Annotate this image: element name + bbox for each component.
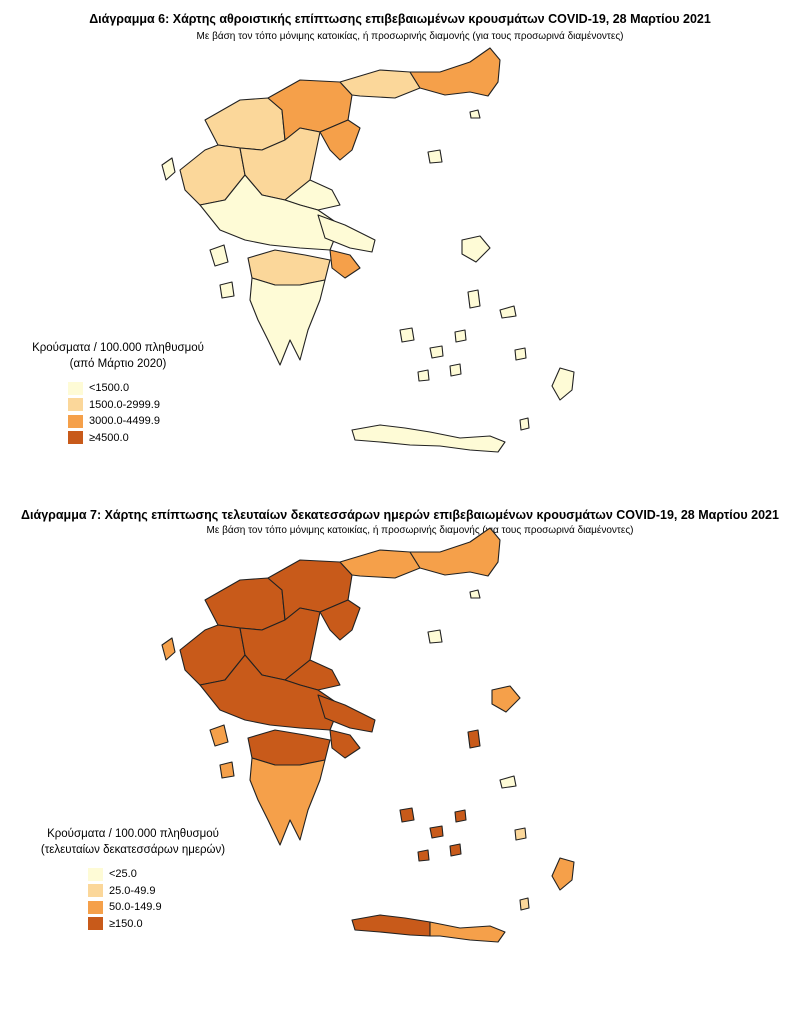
region-crete-east — [430, 922, 505, 942]
region-corfu — [162, 158, 175, 180]
legend — [18, 826, 248, 932]
region-samos — [500, 776, 516, 788]
legend-label: ≥150.0 — [109, 917, 143, 930]
legend-item — [68, 413, 218, 430]
map-subtitle: Με βάση τον τόπο μόνιμης κατοικίας, ή προσωρινής διαμονής (για τους προσωρινά διαμένοντες) — [196, 31, 624, 42]
region-rhodes — [552, 858, 574, 890]
legend-swatch — [88, 901, 103, 914]
region-macedonia-west — [205, 98, 285, 150]
legend-swatch — [88, 917, 103, 930]
region-samothrace — [470, 590, 480, 598]
legend-title: Κρούσματα / 100.000 πληθυσμού — [47, 828, 219, 840]
region-samothrace — [470, 110, 480, 118]
region-rhodes — [552, 368, 574, 400]
region-thasos — [428, 630, 442, 643]
legend-label: <1500.0 — [89, 382, 130, 395]
region-chios — [468, 730, 480, 748]
map-subtitle: Με βάση τον τόπο μόνιμης κατοικίας, ή προσωρινής διαμονής (για τους προσωρινά διαμένοντες) — [206, 525, 634, 536]
region-macedonia-east — [340, 70, 420, 98]
region-kefalonia — [210, 725, 228, 746]
region-lesvos — [492, 686, 520, 712]
region-peloponnese-north — [248, 730, 330, 765]
greece-choropleth-map — [0, 500, 800, 1013]
legend-label: ≥4500.0 — [89, 431, 129, 444]
legend-swatch — [68, 431, 83, 444]
map-title: Διάγραμμα 6: Χάρτης αθροιστικής επίπτωσης επιβεβαιωμένων κρουσμάτων COVID-19, 28 Μαρτίου 2021 — [89, 12, 711, 26]
legend-swatch — [68, 382, 83, 395]
region-zakynthos — [220, 282, 234, 298]
legend-swatch — [68, 398, 83, 411]
region-corfu — [162, 638, 175, 660]
legend-swatch — [88, 868, 103, 881]
region-thasos — [428, 150, 442, 163]
region-macedonia-east — [340, 550, 420, 578]
legend-item — [68, 397, 218, 414]
legend — [18, 340, 218, 446]
legend-item — [88, 883, 248, 900]
region-peloponnese-north — [248, 250, 330, 285]
region-lesvos — [462, 236, 490, 262]
legend-label: 3000.0-4499.9 — [89, 415, 160, 428]
region-kefalonia — [210, 245, 228, 266]
legend-label: 25.0-49.9 — [109, 884, 156, 897]
region-crete-west — [352, 915, 430, 936]
region-attica — [330, 250, 360, 278]
legend-label: 1500.0-2999.9 — [89, 398, 160, 411]
legend-swatch — [68, 415, 83, 428]
region-thrace — [410, 528, 500, 576]
region-attica — [330, 730, 360, 758]
region-crete — [352, 425, 505, 452]
legend-item — [88, 899, 248, 916]
legend-item — [88, 916, 248, 933]
region-zakynthos — [220, 762, 234, 778]
legend-subtitle: (από Μάρτιο 2020) — [69, 358, 167, 370]
region-dodecanese — [515, 828, 529, 910]
legend-swatch — [88, 884, 103, 897]
region-peloponnese-south — [250, 278, 325, 365]
legend-label: 50.0-149.9 — [109, 901, 162, 914]
region-thrace — [410, 48, 500, 96]
region-cyclades — [400, 328, 466, 381]
map-panel-14-day — [0, 500, 800, 1013]
region-dodecanese — [515, 348, 529, 430]
map-title: Διάγραμμα 7: Χάρτης επίπτωσης τελευταίων δεκατεσσάρων ημερών επιβεβαιωμένων κρουσμάτων COVID-19, 28 Μαρτίου 2021 — [21, 508, 779, 522]
legend-item — [88, 866, 248, 883]
region-samos — [500, 306, 516, 318]
legend-subtitle: (τελευταίων δεκατεσσάρων ημερών) — [40, 844, 226, 856]
map-panel-cumulative — [0, 0, 800, 490]
region-chios — [468, 290, 480, 308]
legend-title: Κρούσματα / 100.000 πληθυσμού — [32, 342, 204, 354]
legend-item — [68, 430, 218, 447]
legend-label: <25.0 — [109, 868, 137, 881]
region-macedonia-west — [205, 578, 285, 630]
legend-item — [68, 380, 218, 397]
region-cyclades — [400, 808, 466, 861]
region-peloponnese-south — [250, 758, 325, 845]
